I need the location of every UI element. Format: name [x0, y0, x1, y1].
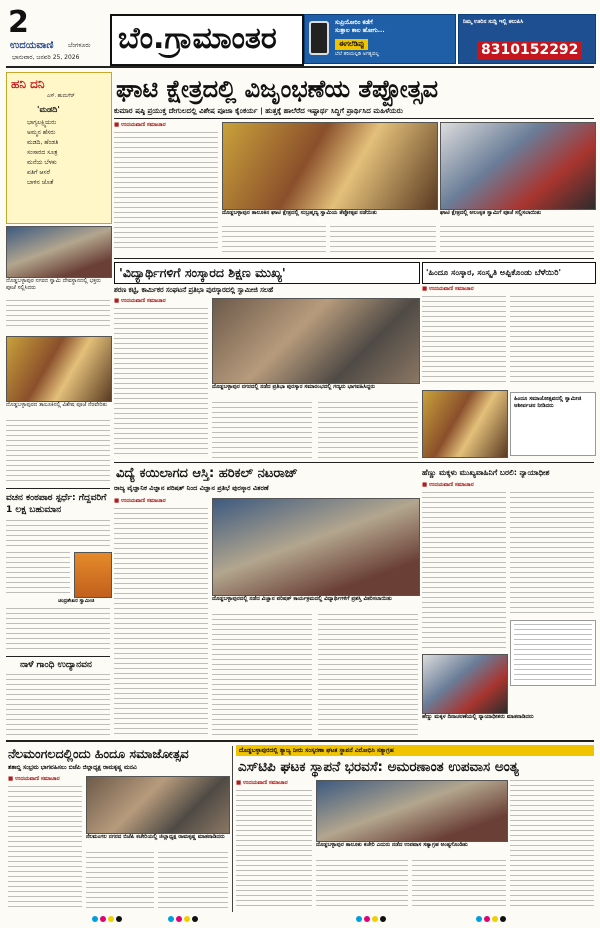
registration-dot — [176, 916, 182, 922]
left-photo-2 — [6, 336, 112, 402]
registration-dot — [380, 916, 386, 922]
bottom-left-subheadline: ಶತಾಬ್ದಿ ಸಂಭ್ರಮ ಭಾಗವಹಿಸಲು ಬಿಜೆಪಿ ಜಿಲ್ಲಾಧ್ಯಕ್ಷ ರಾಮಕೃಷ್ಣ ಮನವಿ — [8, 765, 137, 771]
story3-photo — [422, 390, 508, 458]
paper-name: ಉದಯವಾಣಿ — [10, 40, 54, 51]
bottom-right-text-col3 — [412, 860, 506, 910]
story3-byline: ■ ಉದಯವಾಣಿ ಸಮಾಚಾರ — [422, 286, 474, 292]
registration-dot — [476, 916, 482, 922]
left-text-2 — [6, 420, 110, 484]
ad1-sub: ಬೆಲೆ ತರಿಯಲ್ಪಡಿ ಅಗತ್ಯವಲ್ಲ — [335, 51, 380, 57]
section-title-box — [110, 14, 304, 66]
lead-byline: ■ ಉದಯವಾಣಿ ಸಮಾಚಾರ — [114, 122, 166, 128]
ad1-line1: ಸುಪ್ರಿಯೋರಿಂ ಕಡೆಗೆ — [335, 19, 373, 26]
story4-text-col1 — [114, 508, 208, 736]
page-number: 2 — [8, 5, 29, 40]
bottom-left-headline: ನೆಲಮಂಗಲದಲ್ಲಿಂದು ಹಿಂದೂ ಸಮಾಜೋತ್ಸವ — [8, 746, 189, 761]
poem-line: ಅಮ್ಮನ ಹೆಸರು — [27, 129, 56, 136]
lead-photo-b — [440, 122, 596, 210]
story5-text-col2 — [510, 492, 594, 616]
left-heading-3: ವಚನ ಕಂಠಪಾಠ ಸ್ಪರ್ಧೆ: ಗೆದ್ದವರಿಗೆ 1 ಲಕ್ಷ ಬಹುಮಾನ — [6, 493, 107, 515]
ad2-phone[interactable]: 8310152292 — [477, 41, 582, 59]
story2-headline: 'ವಿದ್ಯಾರ್ಥಿಗಳಿಗೆ ಸಂಸ್ಕಾರದ ಶಿಕ್ಷಣ ಮುಖ್ಯ' — [119, 265, 286, 280]
story5-photo — [422, 654, 508, 714]
bottom-left-photo — [86, 776, 230, 834]
lead-text-col1 — [114, 132, 218, 252]
story3-photo-caption-box — [510, 392, 596, 456]
story4-subheadline: ರಾಜ್ಯ ವೈಜ್ಞಾನಿಕ ವಿಜ್ಞಾನ ಪರಿಷತ್ ನಿಂದ ವಿಜ್ಞಾನ ಪ್ರತಿಭೆ ಪುರಸ್ಕಾರ ವಿತರಣೆ — [114, 484, 269, 492]
bottom-right-kicker: ದೊಡ್ಡಬಳ್ಳಾಪುರದಲ್ಲಿ ತ್ಯಾಜ್ಯ ನೀರು ಸಂಸ್ಕರಣಾ ಘಟಕ ಸ್ಥಾಪನೆ ವಿರೋಧಿಸಿ ಸತ್ಯಾಗ್ರಹ — [239, 747, 394, 754]
poem-line: ಸಂಸಾರದ ಸೂತ್ರ — [27, 149, 58, 156]
registration-dot — [356, 916, 362, 922]
swamiji-caption: ಚಂದ್ರಶೇಖರ ಸ್ವಾಮೀಜಿ — [58, 598, 95, 604]
story4-text-col3 — [318, 614, 418, 736]
masthead-rule — [6, 66, 594, 68]
left-text-4 — [6, 674, 110, 736]
left-text-3 — [6, 520, 110, 548]
registration-dot — [100, 916, 106, 922]
bottom-right-photo — [316, 780, 508, 842]
lead-caption-b: ಘಾಟಿ ಕ್ಷೇತ್ರದಲ್ಲಿ ಅಲಂಕೃತ ಸ್ವಾಮಿಗೆ ಪೂಜೆ ಸಲ್ಲಿಸಲಾಯಿತು — [440, 210, 542, 216]
lead-rule — [114, 118, 594, 119]
mid-rule-1 — [114, 258, 594, 259]
registration-dot — [108, 916, 114, 922]
story4-byline: ■ ಉದಯವಾಣಿ ಸಮಾಚಾರ — [114, 498, 166, 504]
bottom-divider — [232, 746, 233, 912]
poem-line: ಮನೆಯ ಬೆಳಕು — [27, 159, 57, 166]
story2-text-col1 — [114, 308, 208, 458]
lead-text-col3 — [330, 226, 436, 254]
story4-photo — [212, 498, 420, 596]
bottom-right-byline: ■ ಉದಯವಾಣಿ ಸಮಾಚಾರ — [236, 780, 288, 786]
phone-icon — [309, 21, 329, 55]
story3-text-col1 — [422, 296, 506, 386]
left-heading-4: ನಾಳೆ ಗಾಂಧಿ ಉದ್ಯಾನವನ — [20, 660, 92, 670]
ad-banner-2[interactable] — [458, 14, 596, 64]
story5-byline: ■ ಉದಯವಾಣಿ ಸಮಾಚಾರ — [422, 482, 474, 488]
edition: ಬೆಂಗಳೂರು — [68, 42, 91, 49]
left-caption-1: ದೊಡ್ಡಬಳ್ಳಾಪುರ ನಗರದ ಸ್ವಾಮಿ ದೇವಸ್ಥಾನದಲ್ಲಿ ಭಕ್ತರು ಪೂಜೆ ಸಲ್ಲಿಸಿದರು — [6, 278, 101, 291]
lead-photo-a — [222, 122, 438, 210]
story2-text-col2 — [212, 402, 312, 458]
bottom-left-text-col1 — [8, 786, 82, 910]
bottom-right-headline: ಎಸ್‌ಟಿಪಿ ಘಟಕ ಸ್ಥಾಪನೆ ಭರವಸೆ: ಅಮರಣಾಂತ ಉಪವಾಸ ಅಂತ್ಯ — [238, 759, 519, 775]
left-text-3c — [6, 608, 110, 652]
lead-caption-a: ದೊಡ್ಡಬಳ್ಳಾಪುರ ತಾಲೂಕಿನ ಘಾಟಿ ಕ್ಷೇತ್ರದಲ್ಲಿ ಸುಬ್ರಹ್ಮಣ್ಯ ಸ್ವಾಮಿಯ ತೆಪ್ಪೋತ್ಸವ ನಡೆಯಿತು — [222, 210, 377, 216]
section-title: ಬೆಂ.ಗ್ರಾಮಾಂತರ — [118, 21, 277, 56]
lead-text-col4 — [440, 226, 594, 254]
registration-dot — [92, 916, 98, 922]
ad2-text: ನಿಮ್ಮ ಊರಿನ ಸುದ್ದಿ ಇಲ್ಲಿ ತಲುಪಿಸಿ — [463, 19, 524, 25]
bottom-right-kicker-bar — [236, 745, 594, 756]
story2-subheadline: ಶರಣ ಕಟ್ಟಿ, ಕಾರ್ಮಿಕರ ಸಂಘಟನೆ ಪ್ರತಿಭಾ ಪುರಸ್ಕಾರದಲ್ಲಿ ಸ್ವಾಮೀಜಿ ಸಲಹೆ — [114, 286, 274, 294]
left-rule-2 — [6, 656, 110, 657]
left-caption-2: ದೊಡ್ಡಬಳ್ಳಾಪುರದ ತಾಲೂಕಿನಲ್ಲಿ ವಿಶೇಷ ಪೂಜೆ ನೆರವೇರಿತು — [6, 402, 108, 408]
bottom-left-text-col3 — [158, 852, 228, 910]
story4-headline: ವಿದ್ಯೆ ಕಯಿಲಾಗದ ಆಸ್ತಿ: ಹರಿಕಲ್ ನಟರಾಜ್ — [116, 466, 298, 481]
registration-dot — [364, 916, 370, 922]
story5-side-text — [514, 624, 592, 682]
story5-side-box — [510, 620, 596, 686]
bottom-left-text-col2 — [86, 852, 154, 910]
story4-text-col2 — [212, 614, 312, 736]
registration-dot — [192, 916, 198, 922]
registration-dot — [492, 916, 498, 922]
mid-rule-2 — [114, 462, 594, 463]
left-photo-1 — [6, 226, 112, 278]
story5-caption: ಹೆಣ್ಣು ಮಕ್ಕಳ ದಿನಾಚರಣೆಯಲ್ಲಿ ನ್ಯಾಯಾಧೀಶರು ಮಾತನಾಡಿದರು — [422, 714, 534, 720]
column-author: ಎಸ್. ಹುದುಗೆರ್ — [47, 93, 75, 99]
story2-headline-box — [114, 262, 420, 284]
lead-headline — [114, 74, 594, 104]
registration-dot — [484, 916, 490, 922]
masthead — [0, 0, 600, 72]
story2-text-col3 — [318, 402, 418, 458]
story3-headline: 'ಹಿಂದೂ ಸಂಸ್ಕಾರ, ಸಂಸ್ಕೃತಿ ಅಪ್ಪಿಕೊಂಡು ಬೆಳೆಯಿರಿ' — [426, 267, 562, 277]
registration-marks — [0, 914, 600, 928]
story4-caption: ದೊಡ್ಡಬಳ್ಳಾಪುರದಲ್ಲಿ ನಡೆದ ವಿಜ್ಞಾನ ಪರಿಷತ್ ಕಾರ್ಯಕ್ರಮದಲ್ಲಿ ವಿದ್ಯಾರ್ಥಿಗಳಿಗೆ ಪ್ರಶಸ್ತಿ ವಿತರಿಸಲಾಯಿತು — [212, 596, 392, 602]
ad1-cta[interactable]: ಈಗಲೆಡಿಪ್ಪು — [335, 39, 368, 50]
story3-text-col2 — [510, 296, 594, 386]
registration-dot — [184, 916, 190, 922]
story2-caption: ದೊಡ್ಡಬಳ್ಳಾಪುರ ನಗರದಲ್ಲಿ ನಡೆದ ಪ್ರತಿಭಾ ಪುರಸ್ಕಾರ ಸಮಾರಂಭದಲ್ಲಿ ಗಣ್ಯರು ಭಾಗವಹಿಸಿದ್ದರು — [212, 384, 376, 390]
left-text-1 — [6, 300, 110, 330]
poem-line: ಮಡದಿ, ಹೆಂಡತಿ — [27, 139, 59, 146]
story2-byline: ■ ಉದಯವಾಣಿ ಸಮಾಚಾರ — [114, 298, 166, 304]
ad-banner-1[interactable] — [304, 14, 456, 64]
bottom-left-byline: ■ ಉದಯವಾಣಿ ಸಮಾಚಾರ — [8, 776, 60, 782]
poem-line: ಪತಿಗೆ ಆಸರೆ — [27, 169, 50, 176]
lead-text-col2 — [222, 226, 326, 254]
poem-line: ಬಾಳಿನ ಜೊತೆ — [27, 179, 54, 186]
registration-dot — [372, 916, 378, 922]
poem-line: ಭಾಗ್ಯಲಕ್ಷ್ಮಿಯರು — [27, 119, 57, 126]
bottom-right-text-col4 — [510, 780, 594, 910]
column-logo: ಹನಿ ದನಿ — [11, 77, 45, 91]
bottom-right-caption: ದೊಡ್ಡಬಳ್ಳಾಪುರ ತಾಲೂಕು ಕಚೇರಿ ಎದುರು ನಡೆದ ಉಪವಾಸ ಸತ್ಯಾಗ್ರಹ ಅಂತ್ಯಗೊಂಡಿತು — [316, 842, 468, 848]
bottom-rule — [6, 740, 594, 742]
registration-dot — [500, 916, 506, 922]
column-box — [6, 72, 112, 224]
story2-photo — [212, 298, 420, 384]
lead-subheadline: ಕುಮಾರ ಷಷ್ಠಿ ಪ್ರಯುಕ್ತ ದೇಗುಲದಲ್ಲಿ ವಿಶೇಷ ಪೂಜಾ ಕೈಂಕರ್ಯ | ಹುತ್ತಕ್ಕೆ ಹಾಲೆರೆದ ಇಷ್ಟಾರ್ಥ ಸಿದ್ಧಿಗೆ ಪ್ರಾರ್ಥಿಸಿದ ಮಹಿಳೆಯರು — [114, 106, 403, 115]
story5-headline: ಹೆಣ್ಣು ಮಕ್ಕಳು ಮುಖ್ಯವಾಹಿನಿಗೆ ಬರಲಿ: ನ್ಯಾಯಾಧೀಶ — [422, 468, 550, 477]
story3-headline-box — [422, 262, 596, 284]
ad1-line2: ಸುತ್ತಾಲ ಕಾಲ ಹೋಗು... — [335, 27, 385, 34]
registration-dot — [116, 916, 122, 922]
registration-dot — [168, 916, 174, 922]
story3-photo-caption: ಹಿಂದೂ ಸಮಾಜೋತ್ಸವದಲ್ಲಿ ಸ್ವಾಮೀಜಿ ಆಶೀರ್ವಚನ ನೀಡಿದರು — [514, 396, 582, 409]
poem-title: 'ಮಡದಿ' — [37, 105, 60, 114]
swamiji-photo — [74, 552, 112, 598]
story5-text-col1 — [422, 492, 506, 650]
lead-headline-text: ಘಾಟಿ ಕ್ಷೇತ್ರದಲ್ಲಿ ವಿಜೃಂಭಣೆಯ ತೆಪ್ಪೋತ್ಸವ — [116, 75, 439, 103]
issue-date: ಭಾನುವಾರ, ಜನವರಿ 25, 2026 — [12, 54, 80, 61]
bottom-right-text-col1 — [236, 790, 312, 910]
left-rule-1 — [6, 488, 110, 489]
left-text-3b — [6, 552, 70, 596]
bottom-left-caption: ನೆಲಮಂಗಲ ನಗರದ ಬಿಜೆಪಿ ಕಚೇರಿಯಲ್ಲಿ ಜಿಲ್ಲಾಧ್ಯಕ್ಷ ರಾಮಕೃಷ್ಣ ಮಾತನಾಡಿದರು — [86, 834, 225, 840]
bottom-right-text-col2 — [316, 860, 408, 910]
